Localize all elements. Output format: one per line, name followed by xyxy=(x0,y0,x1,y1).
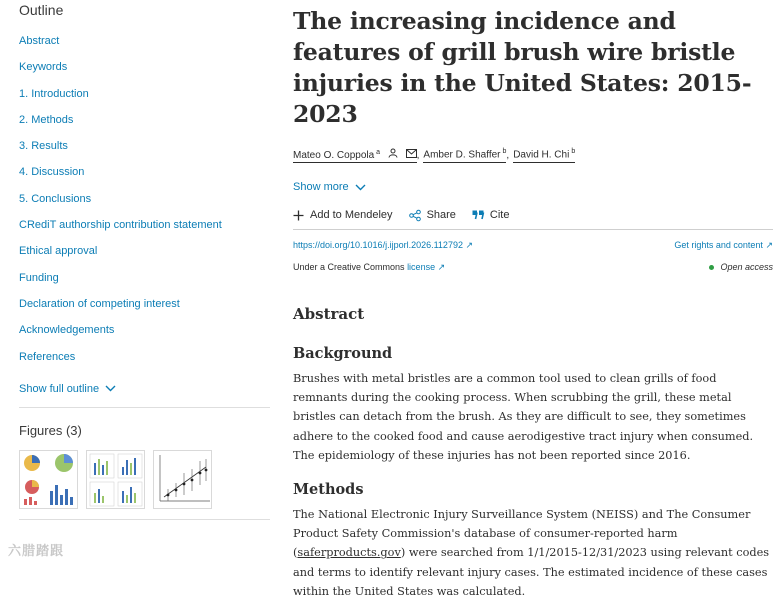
chevron-down-icon xyxy=(355,184,366,191)
add-to-mendeley-label: Add to Mendeley xyxy=(310,209,393,221)
author-separator: , xyxy=(416,150,420,161)
author-separator: , xyxy=(506,150,510,161)
doi-text: https://doi.org/10.1016/j.ijporl.2026.112792 xyxy=(293,239,463,250)
abstract-heading: Abstract xyxy=(293,305,365,323)
person-icon xyxy=(388,148,398,158)
methods-paragraph xyxy=(293,505,773,601)
chevron-down-icon xyxy=(105,385,116,392)
saferproducts-link[interactable]: saferproducts.gov xyxy=(297,546,401,560)
outline-item-acknowledgements[interactable]: Acknowledgements xyxy=(19,324,115,337)
outline-item-results[interactable]: 3. Results xyxy=(19,140,68,153)
methods-text-part-1: The National Electronic Injury Surveillance System (NEISS) and The Consumer Product Safety Commission's database of consumer-reported harm ( xyxy=(293,508,751,560)
background-heading: Background xyxy=(293,345,393,362)
author-name-1: Mateo O. Coppola xyxy=(293,150,375,161)
get-rights-link[interactable] xyxy=(674,240,773,251)
outline-item-references[interactable]: References xyxy=(19,350,76,363)
show-full-outline-label: Show full outline xyxy=(19,382,100,395)
license-link-text: license xyxy=(407,261,436,272)
article-title: The increasing incidence and features of grill brush wire bristle injuries in the United States: 2015-2023 xyxy=(293,7,752,128)
outline-item-credit[interactable]: CRediT authorship contribution statement xyxy=(19,219,222,232)
show-full-outline-button[interactable] xyxy=(19,383,272,395)
outline-item-conclusions[interactable]: 5. Conclusions xyxy=(19,192,92,205)
author-affiliation-1: a xyxy=(376,148,381,156)
license-prefix: Under a Creative Commons xyxy=(293,261,405,272)
share-label: Share xyxy=(426,209,456,221)
license-statement xyxy=(293,262,445,273)
open-access-dot-icon xyxy=(709,265,714,270)
background-paragraph: Brushes with metal bristles are a common tool used to clean grills of food remnants during the cooking process. When scrubbing the grill, these metal bristles can detach from the brush. As they are difficult to see, they sometimes adhere to the cooked food and cause aerodigestive tract injury when consumed. The epidemiology of these injuries has not been reported since 2016. xyxy=(293,372,754,462)
sidebar-divider-bottom xyxy=(19,519,270,520)
meta-divider xyxy=(293,229,773,230)
license-link[interactable] xyxy=(407,262,445,272)
external-link-icon: ↗ xyxy=(437,261,446,272)
outline-item-ethical-approval[interactable]: Ethical approval xyxy=(19,245,98,258)
open-access-badge xyxy=(709,262,773,272)
figures-title: Figures (3) xyxy=(19,422,82,438)
author-link-3[interactable] xyxy=(513,148,575,162)
author-affiliation-2: b xyxy=(502,148,507,156)
plus-icon xyxy=(293,210,304,221)
cite-button[interactable] xyxy=(472,209,510,221)
figure-thumbnails xyxy=(19,450,272,509)
author-list xyxy=(293,148,777,163)
article-main xyxy=(293,0,777,598)
external-link-icon: ↗ xyxy=(465,239,474,250)
methods-text-part-2: ) were searched from 1/1/2015-12/31/2023 using relevant codes and terms to identify relevant injury cases. The estimated incidence of these cases within the United States was calculated. xyxy=(293,546,770,598)
doi-row xyxy=(293,238,773,252)
figure-thumbnail-2[interactable] xyxy=(86,450,145,509)
outline-item-keywords[interactable]: Keywords xyxy=(19,61,68,74)
doi-link[interactable] xyxy=(293,240,473,251)
figure-thumbnail-1[interactable] xyxy=(19,450,78,509)
article-actions xyxy=(293,209,777,221)
quote-icon xyxy=(472,210,484,220)
outline-item-discussion[interactable]: 4. Discussion xyxy=(19,166,85,179)
author-affiliation-3: b xyxy=(571,148,576,156)
external-link-icon: ↗ xyxy=(765,239,773,250)
figure-1-preview-icon xyxy=(20,451,79,510)
outline-sidebar xyxy=(0,0,272,566)
outline-title: Outline xyxy=(19,2,64,18)
outline-item-competing-interest[interactable]: Declaration of competing interest xyxy=(19,297,180,310)
figure-2-preview-icon xyxy=(87,451,146,510)
cite-label: Cite xyxy=(489,209,510,221)
open-access-label: Open access xyxy=(720,262,773,272)
author-name-2: Amber D. Shaffer xyxy=(423,149,501,161)
share-button[interactable] xyxy=(409,209,456,221)
share-icon xyxy=(409,210,421,221)
envelope-icon xyxy=(406,149,417,158)
outline-item-introduction[interactable]: 1. Introduction xyxy=(19,87,89,100)
outline-item-methods[interactable]: 2. Methods xyxy=(19,113,74,126)
get-rights-text: Get rights and content xyxy=(674,239,763,250)
show-more-label: Show more xyxy=(293,181,349,193)
author-link-2[interactable] xyxy=(423,148,506,162)
watermark-logo: 六腊踏跟 xyxy=(8,543,65,558)
outline-item-abstract[interactable]: Abstract xyxy=(19,35,60,47)
author-name-3: David H. Chi xyxy=(513,149,570,161)
show-more-button[interactable] xyxy=(293,181,777,193)
figure-3-preview-icon xyxy=(154,451,213,510)
add-to-mendeley-button[interactable] xyxy=(293,209,393,221)
outline-item-funding[interactable]: Funding xyxy=(19,271,59,284)
outline-list xyxy=(19,34,272,376)
figure-thumbnail-3[interactable] xyxy=(153,450,212,509)
methods-heading: Methods xyxy=(293,481,364,499)
license-row xyxy=(293,260,773,274)
author-link-1[interactable] xyxy=(293,148,417,163)
sidebar-divider xyxy=(19,407,270,408)
